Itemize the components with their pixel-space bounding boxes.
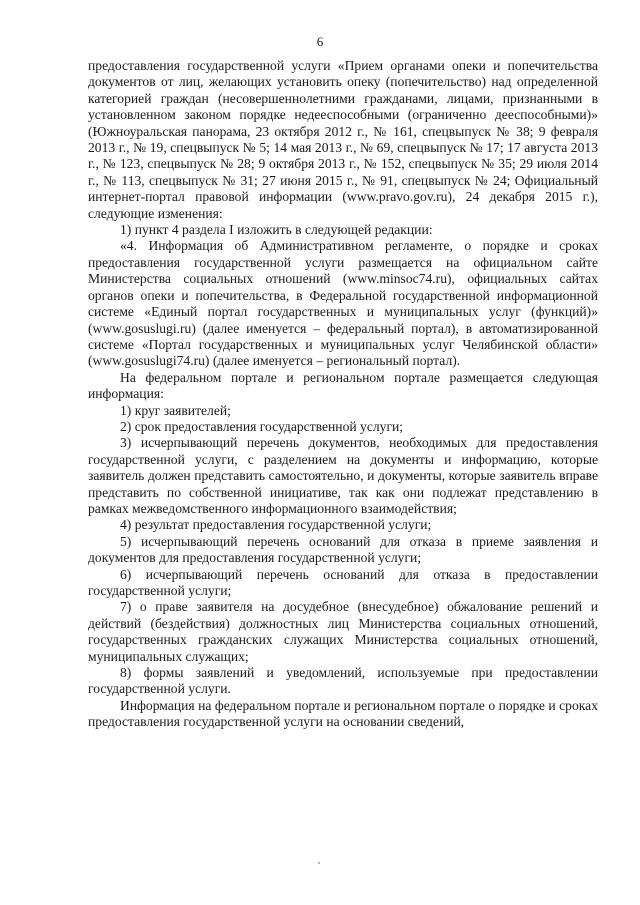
list-item: 4) результат предоставления государственной услуги; bbox=[120, 517, 432, 533]
scan-speck bbox=[318, 862, 320, 864]
paragraph-portal-info: На федеральном портале и региональном портале размещается следующая информация: bbox=[88, 369, 598, 402]
list-item: 1) круг заявителей; bbox=[120, 402, 231, 418]
list-item: 7) о праве заявителя на досудебное (внесудебное) обжалование решений и действий (бездействия) должностных лиц Министерства социальных отношений, государственных гражданских служащих Министерства социальных отношений, муниципальных служащих; bbox=[88, 599, 598, 664]
list-item: 3) исчерпывающий перечень документов, необходимых для предоставления государственной услуги, с разделением на документы и информацию, которые заявитель должен представить самостоятельно, и документы, которые заявитель вправе представить по собственной инициативе, так как они подлежат представлению в рамках межведомственного информационного взаимодействия; bbox=[88, 435, 598, 516]
paragraph-item-1-intro: 1) пункт 4 раздела I изложить в следующей редакции: bbox=[120, 222, 433, 238]
list-item: 2) срок предоставления государственной услуги; bbox=[120, 418, 404, 434]
list-item: 5) исчерпывающий перечень оснований для отказа в приеме заявления и документов для предоставления государственной услуги; bbox=[88, 533, 598, 566]
document-body bbox=[88, 58, 598, 731]
paragraph-portal-info-order: Информация на федеральном портале и региональном портале о порядке и сроках предоставления государственной услуги на основании сведений, bbox=[88, 697, 598, 730]
page-number: 6 bbox=[316, 34, 324, 49]
list-item: 8) формы заявлений и уведомлений, используемые при предоставлении государственной услуги. bbox=[88, 665, 598, 697]
list-item: 6) исчерпывающий перечень оснований для отказа в предоставлении государственной услуги; bbox=[88, 566, 598, 598]
paragraph-continuation: предоставления государственной услуги «Прием органами опеки и попечительства документов от лиц, желающих установить опеку (попечительство) над определенной категорией граждан (несовершеннолетними гражданами, лицами, признанными в установленном законом порядке недееспособными (ограниченно дееспособными)» (Южноуральская панорама, 23 октября 2012 г., № 161, спецвыпуск № 38; 9 февраля 2013 г., № 19, спецвыпуск № 5; 14 мая 2013 г., № 69, спецвыпуск № 17; 17 августа 2013 г., № 123, спецвыпуск № 28; 9 октября 2013 г., № 152, спецвыпуск № 35; 29 июля 2014 г., № 113, спецвыпуск № 31; 27 июня 2015 г., № 91, спецвыпуск № 24; Официальный интернет-портал правовой информации (www.pravo.gov.ru), 24 декабря 2015 г.), следующие изменения: bbox=[88, 58, 598, 221]
paragraph-clause-4: «4. Информация об Административном регламенте, о порядке и сроках предоставления государственной услуги размещается на официальном сайте Министерства социальных отношений (www.minsoc74.ru), официальных сайтах органов опеки и попечительства, в Федеральной государственной информационной системе «Единый портал государственных и муниципальных услуг (функций)» (www.gosuslugi.ru) (далее именуется – федеральный портал), в автоматизированной системе «Портал государственных и муниципальных услуг Челябинской области» (www.gosuslugi74.ru) (далее именуется – региональный портал). bbox=[88, 238, 598, 369]
